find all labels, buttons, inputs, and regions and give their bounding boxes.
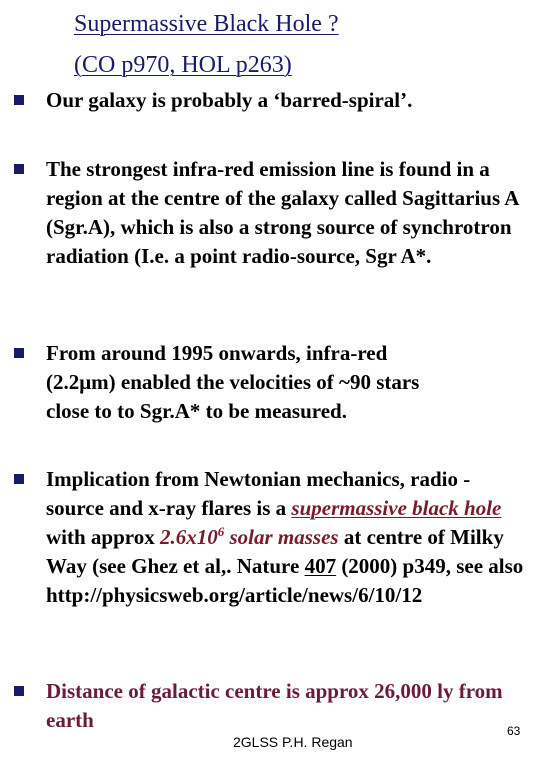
bullet-text-fragment: (2.2 bbox=[46, 370, 80, 394]
bullet-text-line: close to to Sgr.A* to be measured. bbox=[46, 399, 347, 423]
mass-value-base: 2.6x10 bbox=[159, 525, 218, 549]
page-number: 63 bbox=[507, 724, 521, 738]
bullet-text-fragment: with approx bbox=[46, 525, 160, 549]
slide-title: Supermassive Black Hole ? bbox=[74, 11, 339, 37]
mass-value bbox=[160, 525, 339, 549]
footer-author: 2GLSS P.H. Regan bbox=[233, 734, 353, 750]
emphasis-text: supermassive black hole bbox=[291, 496, 502, 520]
mass-value-unit: solar masses bbox=[224, 525, 339, 549]
square-bullet-icon bbox=[14, 95, 24, 105]
mass-value-exponent: 6 bbox=[217, 524, 225, 539]
bullet-text-fragment: at centre of Milky Way (see Ghez et al,. Nature bbox=[46, 525, 504, 578]
square-bullet-icon bbox=[14, 164, 24, 174]
bullet-text: Our galaxy is probably a ‘barred-spiral’. bbox=[46, 88, 413, 112]
square-bullet-icon bbox=[14, 348, 24, 358]
bullet-text: The strongest infra-red emission line is found in a region at the centre of the galaxy called Sagittarius A (Sgr.A), which is also a strong source of synchrotron radiation (I.e. a point radio-source, Sgr A*. bbox=[46, 157, 519, 268]
bullet-text bbox=[46, 339, 524, 426]
bullet-text-fragment: Implication from Newtonian mechanics, radio -source and x-ray flares is a bbox=[46, 467, 471, 520]
bullet-text-line: From around 1995 onwards, infra-red bbox=[46, 341, 388, 365]
slide-subtitle: (CO p970, HOL p263) bbox=[74, 52, 292, 78]
journal-volume: 407 bbox=[304, 554, 337, 578]
bullet-text: Distance of galactic centre is approx 26,000 ly from earth bbox=[46, 679, 503, 732]
square-bullet-icon bbox=[14, 474, 24, 484]
bullet-text bbox=[46, 465, 524, 610]
square-bullet-icon bbox=[14, 686, 24, 696]
bullet-text-fragment: m) enabled the velocities of ~90 stars bbox=[91, 370, 420, 394]
mu-symbol: μ bbox=[79, 370, 92, 394]
bullet-text-fragment: (2000) p349, see also http://physicsweb.org/article/news/6/10/12 bbox=[46, 554, 524, 607]
